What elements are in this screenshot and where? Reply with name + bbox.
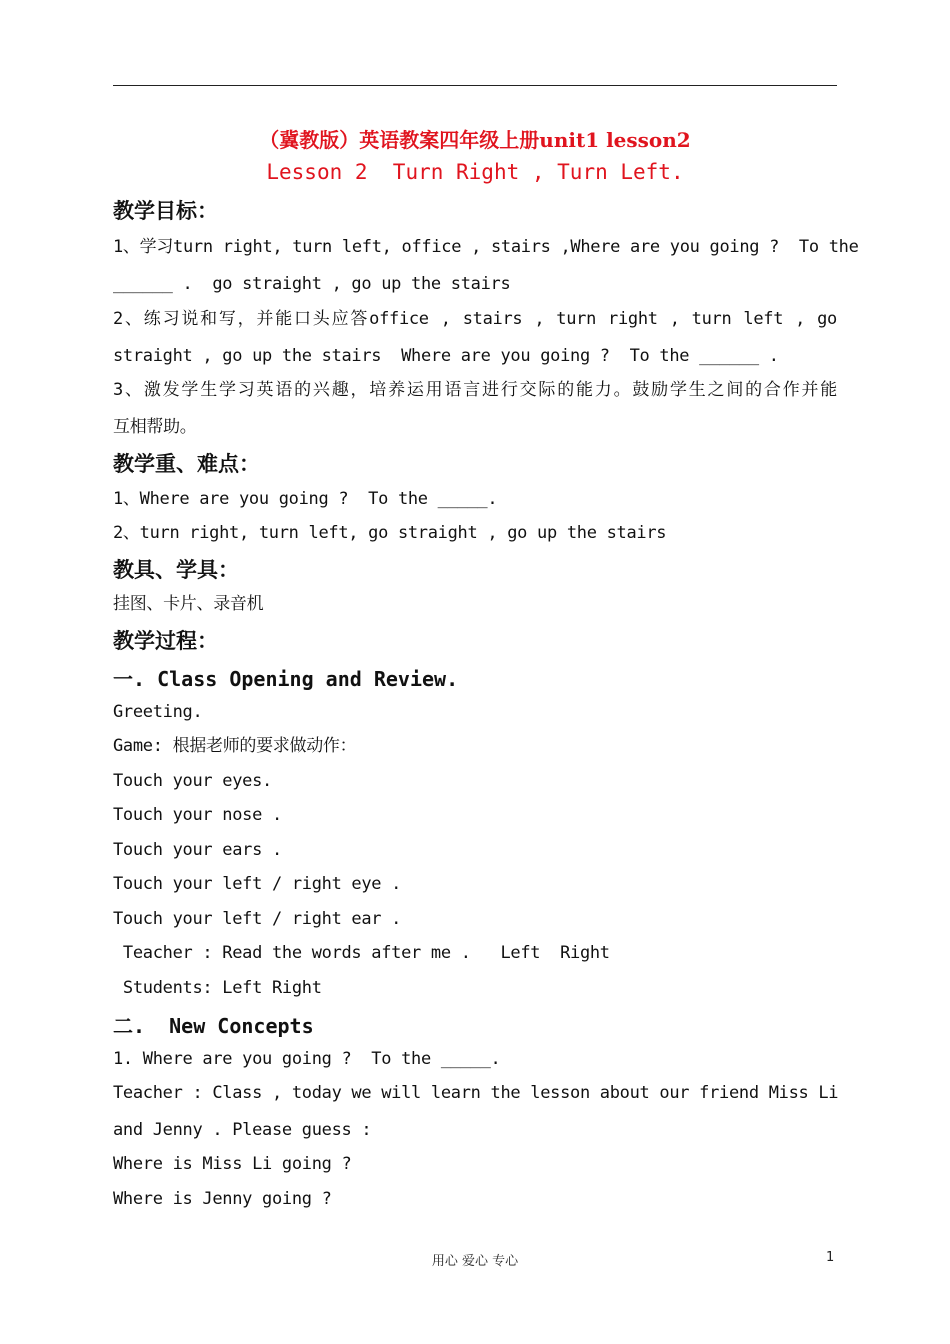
game-line: Game: 根据老师的要求做动作： xyxy=(113,736,357,756)
teacher-line-1: Teacher : Read the words after me . Left Right xyxy=(113,943,610,963)
page-footer: 用心 爱心 专心 xyxy=(431,1254,519,1269)
goal-3-line-1: 3、激发学生学习英语的兴趣，培养运用语言进行交际的能力。鼓励学生之间的合作并能 xyxy=(113,380,837,400)
students-line-1: Students: Left Right xyxy=(113,978,322,998)
question-line-1: Where is Miss Li going ? xyxy=(113,1154,352,1174)
goal-2-line-1: 2、练习说和写，并能口头应答office , stairs , turn right , turn left , go xyxy=(113,309,837,329)
goal-2-line-2: straight , go up the stairs Where are you going ? To the ______ . xyxy=(113,346,779,366)
lesson-subtitle: Lesson 2 Turn Right , Turn Left. xyxy=(266,160,684,184)
goal-3-line-2: 互相帮助。 xyxy=(113,417,197,437)
key-point-2: 2、turn right, turn left, go straight , go up the stairs xyxy=(113,523,667,543)
teacher-line-2b: and Jenny . Please guess : xyxy=(113,1120,372,1140)
touch-line-2: Touch your nose . xyxy=(113,805,282,825)
goals-heading: 教学目标： xyxy=(113,199,218,223)
tools-text: 挂图、卡片、录音机 xyxy=(113,594,264,614)
section-1-heading: 一. Class Opening and Review. xyxy=(113,667,459,691)
touch-line-5: Touch your left / right ear . xyxy=(113,909,402,929)
teacher-line-2a: Teacher : Class , today we will learn the lesson about our friend Miss Li xyxy=(113,1083,839,1103)
page-number: 1 xyxy=(826,1250,835,1265)
document-title: （冀教版）英语教案四年级上册unit1 lesson2 xyxy=(259,128,691,152)
touch-line-1: Touch your eyes. xyxy=(113,771,272,791)
section-2-heading: 二. New Concepts xyxy=(113,1014,314,1038)
goal-1-line-1: 1、学习turn right, turn left, office , stairs ,Where are you going ? To the xyxy=(113,237,859,257)
new-concept-1: 1. Where are you going ? To the _____. xyxy=(113,1049,501,1069)
goal-1-line-2: ______ . go straight , go up the stairs xyxy=(113,274,511,294)
key-point-1: 1、Where are you going ? To the _____. xyxy=(113,489,498,509)
question-line-2: Where is Jenny going ? xyxy=(113,1189,332,1209)
touch-line-3: Touch your ears . xyxy=(113,840,282,860)
greeting-line: Greeting. xyxy=(113,702,203,722)
key-points-heading: 教学重、难点： xyxy=(113,452,260,476)
touch-line-4: Touch your left / right eye . xyxy=(113,874,402,894)
process-heading: 教学过程： xyxy=(113,629,218,653)
header-rule xyxy=(113,85,837,86)
tools-heading: 教具、学具： xyxy=(113,558,239,582)
